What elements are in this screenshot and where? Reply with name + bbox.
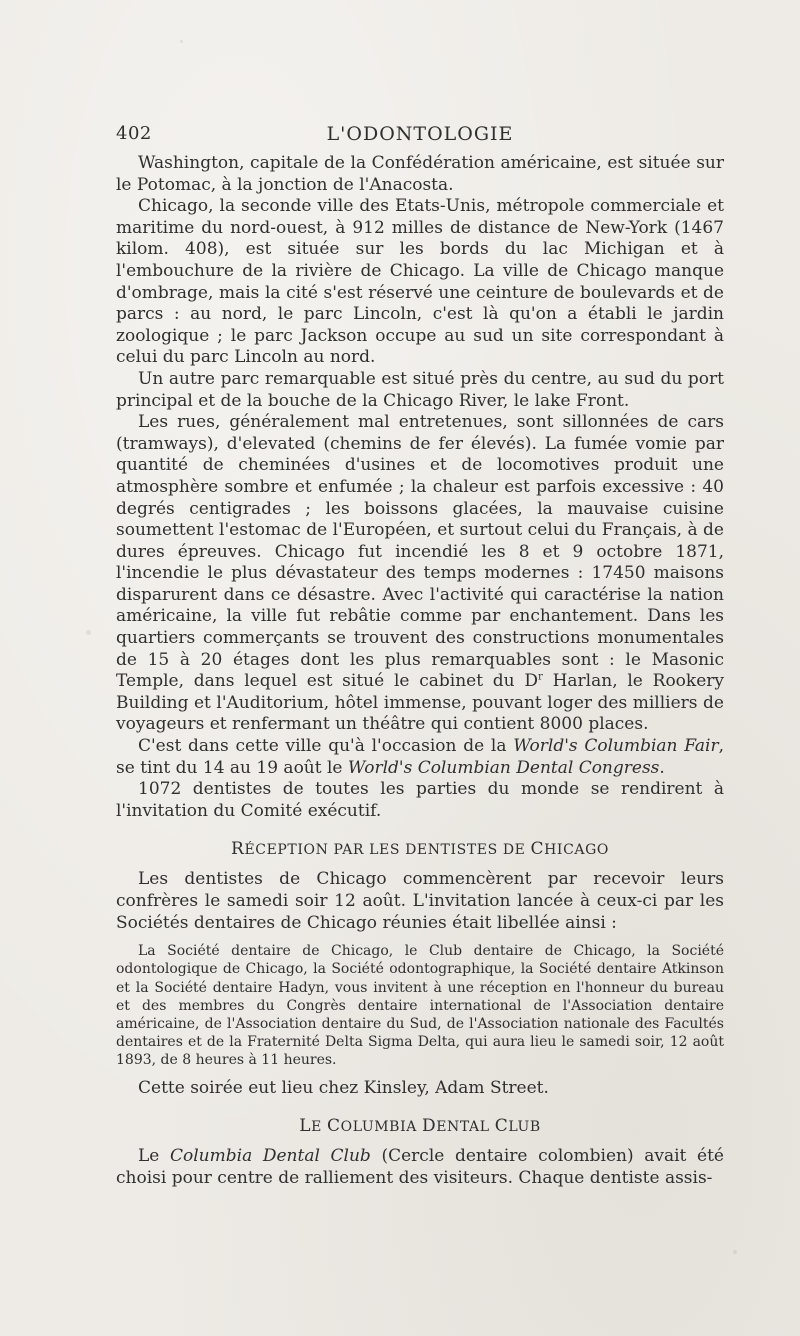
paragraph-club	[116, 1146, 724, 1189]
paragraph-rues-end: Harlan, le Rookery Building et l'Auditorium, hôtel immense, pouvant loger des milliers de voyageurs et renfermant un théâtre qui contient 8000 places.	[116, 671, 725, 735]
congress-name: World's Columbian Dental Congress	[347, 757, 660, 778]
paper-stain	[733, 1250, 737, 1254]
paragraph-chicago: Chicago, la seconde ville des Etats-Unis, métropole commerciale et maritime du nord-ouest, à 912 milles de distance de New-York (1467 kilom. 408), est située sur les bords du lac Michigan et à l'embouchure de la rivière de Chicago. La ville de Chicago manque d'ombrage, mais la cité s'est réservé une ceinture de boulevards et de parcs : au nord, le parc Lincoln, c'est là qu'on a établi le jardin zoologique ; le parc Jackson occupe au sud un site correspondant à celui du parc Lincoln au nord.	[116, 196, 724, 368]
title-small-caps: OLUMBIA	[340, 1119, 422, 1136]
title-small-caps: LUB	[508, 1119, 541, 1136]
page-number: 402	[116, 123, 152, 144]
club-text-b: (Cercle dentaire colombien) avait été choisi pour centre de ralliement des visiteurs. Chaque dentiste assis-	[116, 1146, 724, 1188]
page-content	[116, 119, 724, 1189]
title-capital: C	[530, 839, 545, 860]
doctor-superscript: r	[538, 671, 543, 683]
page-header	[116, 119, 724, 149]
paper-stain	[86, 630, 91, 635]
title-capital: L	[299, 1116, 312, 1137]
congress-text-c: .	[659, 757, 665, 778]
title-capital: C	[494, 1116, 509, 1137]
section-title-reception	[116, 838, 724, 861]
paragraph-dentists-count: 1072 dentistes de toutes les parties du monde se rendirent à l'invitation du Comité exécutif.	[116, 779, 724, 821]
paragraph-parc: Un autre parc remarquable est situé près du centre, au sud du port principal et de la bouche de la Chicago River, le lake Front.	[116, 368, 724, 411]
paper-stain	[180, 40, 183, 43]
club-name: Columbia Dental Club	[170, 1146, 371, 1167]
paragraph-reception: Les dentistes de Chicago commencèrent par recevoir leurs confrères le samedi soir 12 août. L'invitation lancée à ceux-ci par les Sociétés dentaires de Chicago réunies était libellée ainsi :	[116, 869, 724, 933]
section-title-club	[116, 1115, 724, 1138]
paragraph-rues-text: Les rues, généralement mal entretenues, sont sillonnées de cars (tramways), d'elevated (chemins de fer élevés). La fumée vomie par quantité de cheminées d'usines et de locomotives produit une atmosphère sombre et enfumée ; la chaleur est parfois excessive : 40 degrés centigrades ; les boissons glacées, la mauvaise cuisine soumettent l'estomac de l'Européen, et surtout celui du Français, à de dures épreuves. Chicago fut incendié les 8 et 9 octobre 1871, l'incendie le plus dévastateur des temps modernes : 17450 maisons disparurent dans ce désastre. Avec l'activité qui caractérise la nation américaine, la ville fut rebâtie comme par enchantement. Dans les quartiers commerçants se trouvent des constructions monumentales de 15 à 20 étages dont les plus remarquables sont : le Masonic Temple, dans lequel est situé le cabinet du D	[116, 412, 724, 692]
title-small-caps: HICAGO	[544, 842, 609, 859]
club-text-a: Le	[138, 1146, 170, 1167]
title-capital: D	[421, 1116, 437, 1137]
running-title: L'ODONTOLOGIE	[326, 123, 514, 145]
title-small-caps: ÉCEPTION PAR LES DENTISTES DE	[244, 842, 531, 859]
paragraph-congress	[116, 736, 724, 779]
paragraph-washington: Washington, capitale de la Confédération américaine, est située sur le Potomac, à la jonction de l'Anacosta.	[116, 153, 724, 195]
title-small-caps: E	[311, 1119, 328, 1136]
title-capital: R	[231, 839, 245, 860]
fair-name: World's Columbian Fair	[513, 736, 719, 757]
invitation-quote: La Société dentaire de Chicago, le Club dentaire de Chicago, la Société odontologique de Chicago, la Société odontographique, la Société dentaire Atkinson et la Société dentaire Hadyn, vous invitent à une réception en l'honneur du bureau et des membres du Congrès dentaire international de l'Association dentaire américaine, de l'Association dentaire du Sud, de l'Association nationale des Facultés dentaires et de la Fraternité Delta Sigma Delta, qui aura lieu le samedi soir, 12 août 1893, de 8 heures à 11 heures.	[116, 943, 724, 1069]
congress-text-a: C'est dans cette ville qu'à l'occasion de la	[138, 736, 514, 757]
paragraph-rues	[116, 412, 724, 736]
title-small-caps: ENTAL	[436, 1119, 495, 1136]
paragraph-soiree: Cette soirée eut lieu chez Kinsley, Adam Street.	[138, 1077, 549, 1098]
title-capital: C	[327, 1116, 341, 1137]
congress-text-b: , se tint du 14 au 19 août le	[116, 736, 724, 778]
